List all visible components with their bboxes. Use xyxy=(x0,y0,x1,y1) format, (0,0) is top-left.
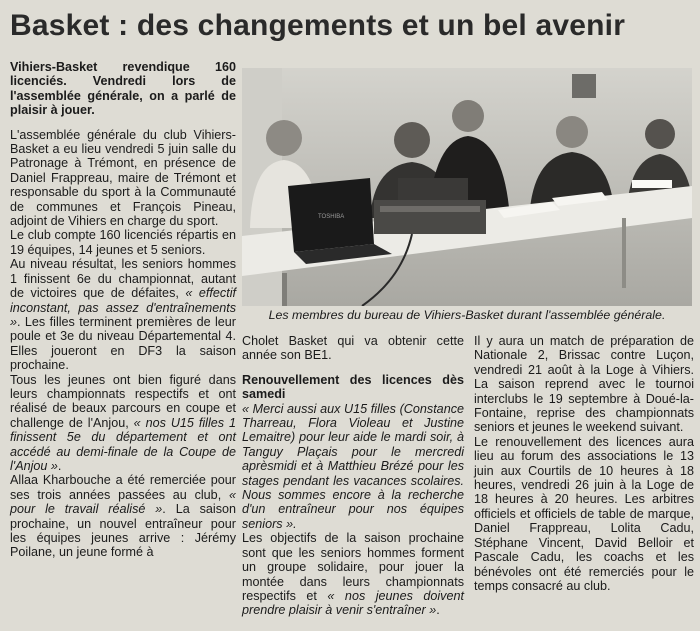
thanks-text-a: Allaa Kharbouche a été remerciée pour ses trois années passées au club, xyxy=(10,473,236,502)
youth-text-a: Tous les jeunes ont bien figuré dans leurs championnats respectifs et ont réalisé de beaux parcours en coupe et challenge de l'Anjou, xyxy=(10,372,236,430)
paragraph-objectives xyxy=(242,531,464,617)
article-lead: Vihiers-Basket revendique 160 licenciés. Vendredi lors de l'assemblée générale, on a parlé de plaisir à jouer. xyxy=(10,60,236,118)
article-photo xyxy=(242,68,692,306)
paragraph-assembly: L'assemblée générale du club Vihiers-Basket a eu lieu vendredi 5 juin salle du Patronage à Trémont, en présence de Daniel Frappreau, maire de Trémont et responsable du sport à la Communauté de communes et François Pineau, adjoint de Vihiers en charge du sport. xyxy=(10,127,236,229)
thanks-quote: « pour le travail réalisé » xyxy=(10,487,236,517)
paragraph-cholet: Cholet Basket qui va obtenir cette année son BE1. xyxy=(242,334,464,363)
paragraph-thanks xyxy=(10,473,236,559)
table-leg xyxy=(622,218,626,288)
article-headline: Basket : des changements et un bel avenir xyxy=(10,9,626,42)
paragraph-thanks-quote: « Merci aussi aux U15 filles (Constance Tharreau, Flora Violeau et Justine Lemaitre) pour leur aide le mardi soir, à Tanguy Plaçais pour le mercredi aprèsmidi et à Matthieu Brézé pour les stages pendant les vacances scolaires. Nous sommes encore à la recherche d'un entraîneur pour nos équipes seniors ». xyxy=(242,401,464,531)
thanks-text-b: . La saison prochaine, un nouvel entraîneur pour les équipes jeunes arrive : Jérémy Poilane, un jeune formé à xyxy=(10,502,236,560)
youth-text-b: . xyxy=(57,458,62,473)
paragraph-renewal: Le renouvellement des licences aura lieu au forum des associations le 13 juin aux Courtils de 10 heures à 18 heures, vendredi 26 juin à la Loge de 18 heures à 20 heures. Les arbitres officiels et officiels de table de marque, Daniel Frappreau, Lolita Cadu, Stéphane Vincent, David Belloir et Pascale Cadu, les coachs et les bénévoles ont été remerciés pour le temps consacré au club. xyxy=(474,434,694,593)
column-2 xyxy=(242,334,464,618)
results-text-a: Au niveau résultat, les seniors hommes 1 finissent 6e du championnat, autant de victoires que de défaites, xyxy=(10,257,236,301)
paragraph-licences: Le club compte 160 licenciés répartis en 19 équipes, 14 jeunes et 5 seniors. xyxy=(10,228,236,257)
paragraph-youth xyxy=(10,373,236,474)
objectives-text-a: Les objectifs de la saison prochaine sont que les seniors hommes forment un groupe solidaire, pour jouer la montée dans leurs championnats respectifs et xyxy=(242,531,464,603)
wall-frame xyxy=(572,74,596,98)
column-3 xyxy=(474,334,694,593)
laptop-brand-label: TOSHIBA xyxy=(318,214,345,220)
youth-quote: « nos U15 filles 1 finissent 5e du département et ont accédé au demi-finale de la Coupe de l'Anjou » xyxy=(10,415,236,473)
paper-sheet xyxy=(632,180,672,188)
results-text-b: . Les filles terminent premières de leur poule et 3e du niveau Départemental 4. Elles joueront en DF3 la saison prochaine. xyxy=(10,314,236,373)
column-1 xyxy=(10,60,236,560)
section-subhead: Renouvellement des licences dès samedi xyxy=(242,372,464,402)
paragraph-season: Il y aura un match de préparation de Nationale 2, Brissac contre Luçon, vendredi 21 août à la Loge à Vihiers. La saison reprend avec le tournoi interclubs le 19 septembre à Doué-la-Fontaine, reprise des championnats seniors et jeunes le weekend suivant. xyxy=(474,334,694,435)
objectives-text-b: . xyxy=(436,603,440,618)
objectives-quote: « nos jeunes doivent prendre plaisir à venir s'entraîner » xyxy=(242,588,464,618)
photo-caption: Les membres du bureau de Vihiers-Basket durant l'assemblée générale. xyxy=(268,308,666,322)
meeting-photo-illustration xyxy=(242,68,692,306)
table-leg xyxy=(282,273,287,306)
paragraph-results xyxy=(10,257,236,372)
results-quote: « effectif inconstant, pas assez d'entraînements » xyxy=(10,286,236,329)
